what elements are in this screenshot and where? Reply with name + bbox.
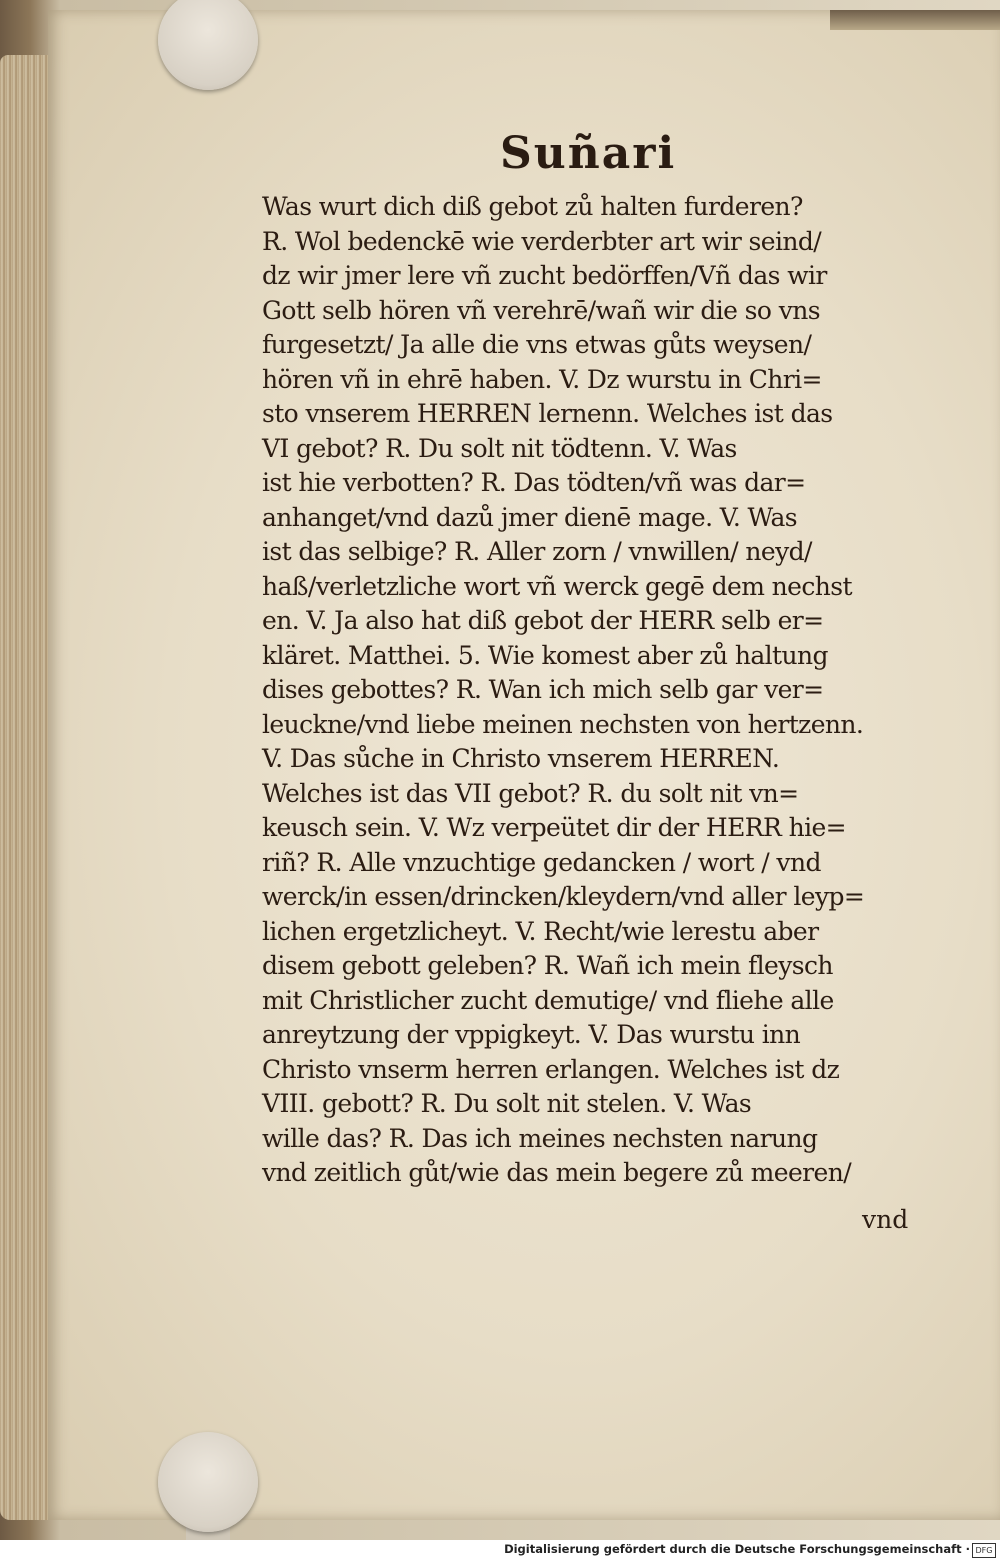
text-line: V. Das sůche in Christo vnserem HERREN. (262, 744, 780, 773)
page-clamp-bottom (158, 1432, 258, 1532)
text-line: Was wurt dich diß gebot zů halten furderen? (262, 192, 803, 221)
text-line: furgesetzt/ Ja alle die vns etwas gůts weysen/ (262, 330, 812, 359)
text-line: lichen ergetzlicheyt. V. Recht/wie lerestu aber (262, 916, 819, 946)
text-line: hören vñ in ehrē haben. V. Dz wurstu in Chri= (262, 364, 822, 394)
text-line: Welches ist das VII gebot? R. du solt nit vn= (262, 778, 799, 808)
text-line: en. V. Ja also hat diß gebot der HERR selb er= (262, 606, 824, 635)
text-line: disem gebott geleben? R. Wañ ich mein fleysch (262, 951, 833, 980)
footer-bar (0, 1540, 1000, 1560)
text-line: kläret. Matthei. 5. Wie komest aber zů haltung (262, 640, 828, 670)
text-line: R. Wol bedenckē wie verderbter art wir seind/ (262, 226, 822, 256)
text-line: anreytzung der vppigkeyt. V. Das wurstu inn (262, 1020, 801, 1049)
text-line: sto vnserem HERREN lernenn. Welches ist das (262, 399, 833, 428)
text-line: VIII. gebott? R. Du solt nit stelen. V. Was (262, 1089, 752, 1118)
text-line: ist das selbige? R. Aller zorn / vnwillen/ neyd/ (262, 537, 812, 566)
text-line: leuckne/vnd liebe meinen nechsten von hertzenn. (262, 709, 864, 739)
text-line: Gott selb hören vñ verehrē/wañ wir die so vns (262, 295, 820, 325)
footer-credit: Digitalisierung gefördert durch die Deutsche Forschungsgemeinschaft · (504, 1542, 970, 1556)
text-line: ist hie verbotten? R. Das tödten/vñ was dar= (262, 468, 806, 497)
text-line: werck/in essen/drincken/kleydern/vnd aller leyp= (262, 882, 865, 911)
page-top-edge (830, 10, 1000, 30)
text-line: anhanget/vnd dazů jmer dienē mage. V. Was (262, 502, 798, 532)
text-line: Christo vnserm herren erlangen. Welches ist dz (262, 1054, 840, 1084)
catchword: vnd (862, 1205, 909, 1234)
text-line: vnd zeitlich gůt/wie das mein begere zů meeren/ (262, 1158, 852, 1187)
text-line: VI gebot? R. Du solt nit tödtenn. V. Was (262, 433, 737, 463)
text-line: dises gebottes? R. Wan ich mich selb gar ver= (262, 675, 824, 704)
text-line: keusch sein. V. Wz verpeütet dir der HERR hie= (262, 813, 847, 842)
text-line: haß/verletzliche wort vñ werck gegē dem nechst (262, 571, 852, 601)
text-line: dz wir jmer lere vñ zucht bedörffen/Vñ das wir (262, 261, 827, 290)
text-line: mit Christlicher zucht demutige/ vnd fliehe alle (262, 985, 834, 1015)
dfg-logo-icon: DFG (972, 1543, 996, 1558)
page-heading: Suñari (500, 128, 677, 179)
text-line: riñ? R. Alle vnzuchtige gedancken / wort / vnd (262, 847, 821, 877)
text-line: wille das? R. Das ich meines nechsten narung (262, 1123, 818, 1153)
text-block (262, 190, 917, 1191)
